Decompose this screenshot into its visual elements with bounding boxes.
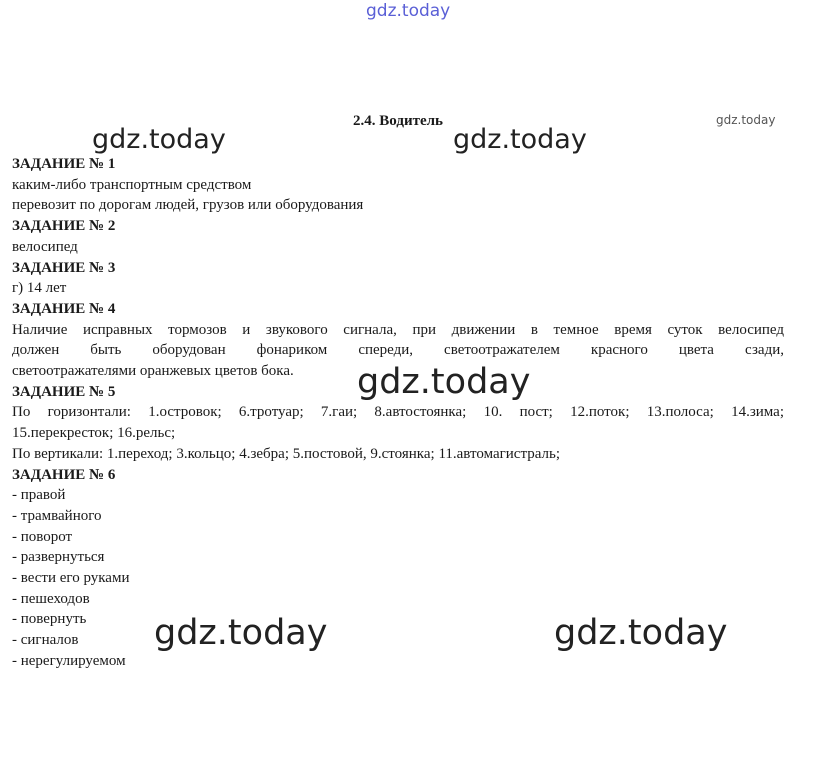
answer-line: - сигналов: [12, 632, 79, 649]
watermark: gdz.today: [357, 362, 531, 402]
answer-line: - развернуться: [12, 549, 105, 566]
watermark: gdz.today: [154, 613, 328, 653]
task-heading: ЗАДАНИЕ № 6: [12, 466, 116, 483]
answer-line: должен быть оборудован фонариком спереди, светоотражателем красного цвета сзади,: [12, 342, 784, 359]
task-heading: ЗАДАНИЕ № 5: [12, 383, 116, 400]
answer-line: По горизонтали: 1.островок; 6.тротуар; 7.гаи; 8.автостоянка; 10. пост; 12.поток; 13.полоса; 14.зима;: [12, 404, 784, 421]
answer-line: - вести его руками: [12, 570, 130, 587]
answer-line: г) 14 лет: [12, 280, 67, 297]
answer-line: - нерегулируемом: [12, 652, 126, 669]
watermark: gdz.today: [716, 113, 776, 127]
answer-line: По вертикали: 1.переход; 3.кольцо; 4.зебра; 5.постовой, 9.стоянка; 11.автомагистраль;: [12, 445, 560, 462]
answer-line: каким-либо транспортным средством: [12, 176, 252, 193]
task-heading: ЗАДАНИЕ № 2: [12, 218, 116, 235]
watermark: gdz.today: [554, 613, 728, 653]
answer-line: - пешеходов: [12, 590, 90, 607]
task-heading: ЗАДАНИЕ № 3: [12, 259, 116, 276]
answer-line: - трамвайного: [12, 507, 102, 524]
page-title: 2.4. Водитель: [353, 113, 443, 129]
task-heading: ЗАДАНИЕ № 4: [12, 300, 116, 317]
watermark: gdz.today: [92, 124, 226, 155]
watermark: gdz.today: [366, 1, 451, 21]
task-heading: ЗАДАНИЕ № 1: [12, 156, 116, 172]
answer-line: светоотражателями оранжевых цветов бока.: [12, 363, 294, 380]
answer-line: перевозит по дорогам людей, грузов или оборудования: [12, 197, 364, 214]
answer-line: 15.перекресток; 16.рельс;: [12, 425, 176, 442]
answer-line: Наличие исправных тормозов и звукового сигнала, при движении в темное время суток велосипед: [12, 321, 784, 338]
answer-line: - повернуть: [12, 611, 87, 628]
answer-line: - поворот: [12, 528, 73, 545]
document-body: [12, 154, 784, 672]
answer-line: - правой: [12, 487, 66, 504]
watermark: gdz.today: [453, 124, 587, 155]
answer-line: велосипед: [12, 238, 78, 255]
